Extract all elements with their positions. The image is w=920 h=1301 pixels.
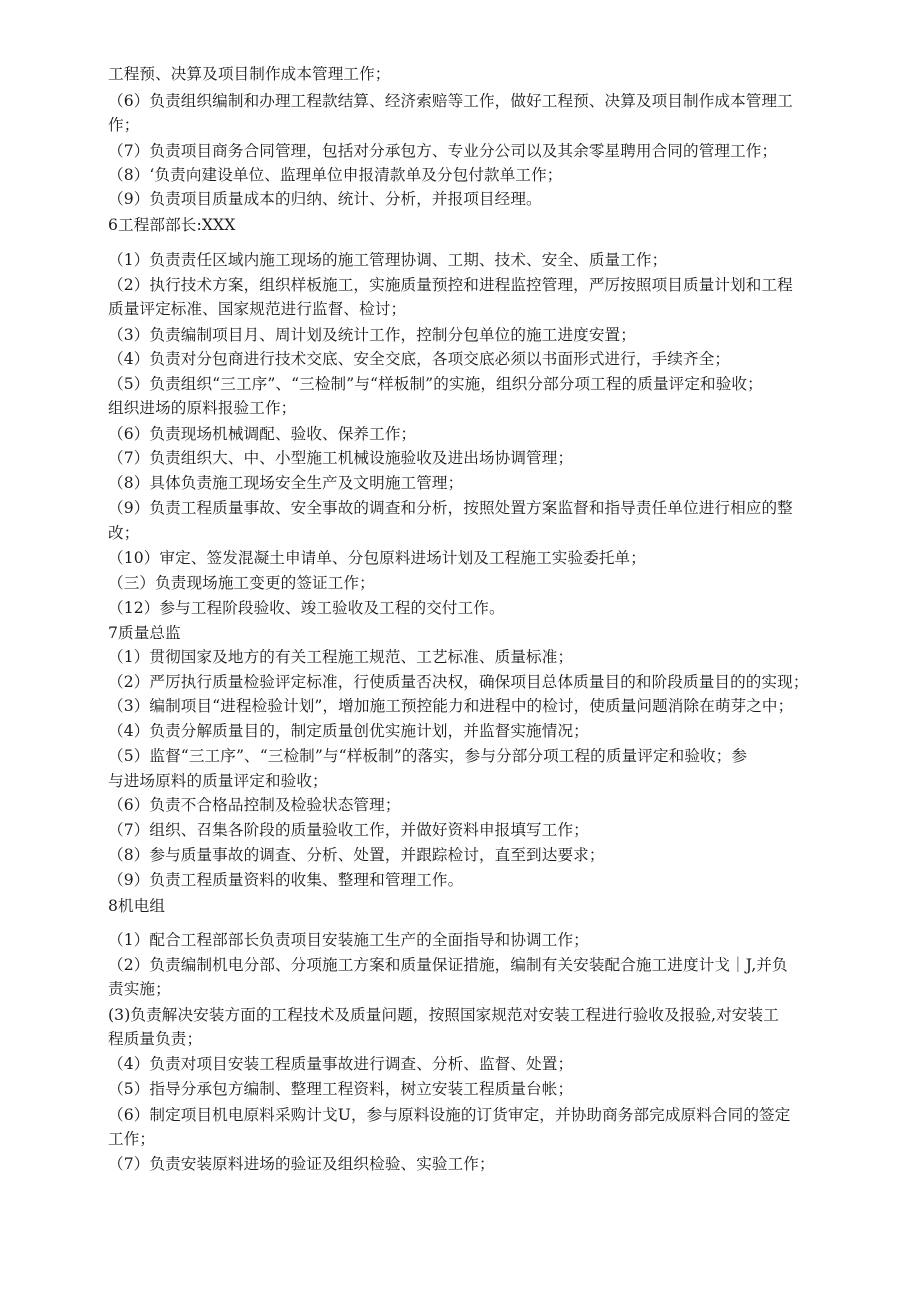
text-line: （12）参与工程阶段验收、竣工验收及工程的交付工作。 — [108, 599, 505, 617]
text-line: 工程预、决算及项目制作成本管理工作； — [108, 65, 391, 83]
text-line: 改； — [108, 524, 140, 542]
text-line: （1）贯彻国家及地方的有关工程施工规范、工艺标准、质量标准； — [108, 648, 574, 666]
text-line: （1）配合工程部部长负责项目安装施工生产的全面指导和协调工作； — [108, 931, 589, 949]
text-line: （5）负责组织“三工序”、“三检制”与“样板制”的实施，组织分部分项工程的质量评定和验收； — [108, 375, 763, 393]
text-line: （2）严厉执行质量检验评定标准，行使质量否决权，确保项目总体质量目的和阶段质量目的的实现； — [108, 673, 809, 691]
text-line: （4）负责对分包商进行技术交底、安全交底，各项交底必须以书面形式进行，手续齐全； — [108, 350, 731, 368]
text-line: （6）负责组织编制和办理工程款结算、经济索赔等工作，做好工程预、决算及项目制作成本管理工 — [108, 92, 793, 110]
text-line: 责实施； — [108, 980, 171, 998]
text-line: （9）负责工程质量事故、安全事故的调查和分析，按照处置方案监督和指导责任单位进行相应的整 — [108, 499, 793, 517]
text-line: （2）执行技术方案，组织样板施工，实施质量预控和进程监控管理，严厉按照项目质量计划和工程 — [108, 276, 793, 294]
text-line: （8）具体负责施工现场安全生产及文明施工管理； — [108, 474, 464, 492]
text-line: (3)负责解决安装方面的工程技术及质量问题，按照国家规范对安装工程进行验收及报验,对安装工 — [108, 1006, 779, 1024]
text-line: （4）负责对项目安装工程质量事故进行调查、分析、监督、处置； — [108, 1055, 574, 1073]
text-line: 作； — [108, 116, 140, 134]
text-line: （7）负责项目商务合同管理，包括对分承包方、专业分公司以及其余零星聘用合同的管理工作； — [108, 142, 778, 160]
text-line: （10）审定、签发混凝土申请单、分包原料进场计划及工程施工实验委托单； — [108, 549, 646, 567]
text-line: （8）参与质量事故的调查、分析、处置，并跟踪检讨，直至到达要求； — [108, 846, 605, 864]
text-line: （9）负责工程质量资料的收集、整理和管理工作。 — [108, 871, 464, 889]
text-line: （8）‘负责向建设单位、监理单位申报清款单及分包付款单工作； — [108, 166, 563, 184]
text-line: （7）负责安装原料进场的验证及组织检验、实验工作； — [108, 1155, 495, 1173]
text-line: （三）负责现场施工变更的签证工作； — [108, 574, 375, 592]
text-line: （7）负责组织大、中、小型施工机械设施验收及进出场协调管理； — [108, 449, 574, 467]
text-line: 程质量负责； — [108, 1030, 203, 1048]
text-line: （5）监督“三工序”、“三检制”与“样板制”的落实，参与分部分项工程的质量评定和验收；参 — [108, 747, 748, 765]
text-line: （4）负责分解质量目的，制定质量创优实施计划，并监督实施情况； — [108, 722, 589, 740]
section-heading-6: 6工程部部长:XXX — [108, 216, 236, 234]
text-line: （5）指导分承包方编制、整理工程资料，树立安装工程质量台帐； — [108, 1080, 574, 1098]
section-heading-7: 7质量总监 — [108, 624, 181, 642]
section-heading-8: 8机电组 — [108, 897, 166, 915]
text-line: 与进场原料的质量评定和验收； — [108, 772, 328, 790]
text-line: （6）负责现场机械调配、验收、保养工作； — [108, 425, 417, 443]
text-line: 组织进场的原料报验工作； — [108, 399, 297, 417]
text-line: （3）负责编制项目月、周计划及统计工作，控制分包单位的施工进度安置； — [108, 326, 636, 344]
text-line: （7）组织、召集各阶段的质量验收工作，并做好资料申报填写工作； — [108, 821, 589, 839]
text-line: （1）负责责任区域内施工现场的施工管理协调、工期、技术、安全、质量工作； — [108, 251, 668, 269]
text-line: （6）负责不合格品控制及检验状态管理； — [108, 796, 401, 814]
text-line: （9）负责项目质量成本的归纳、统计、分析，并报项目经理。 — [108, 190, 542, 208]
text-line: 质量评定标准、国家规范进行监督、检讨； — [108, 300, 407, 318]
text-line: （2）负责编制机电分部、分项施工方案和质量保证措施，编制有关安装配合施工进度计戈｜J,并负 — [108, 956, 788, 974]
text-line: （6）制定项目机电原料采购计戈U，参与原料设施的订货审定，并协助商务部完成原料合同的签定 — [108, 1106, 791, 1124]
text-line: 工作； — [108, 1130, 156, 1148]
text-line: （3）编制项目“进程检验计划”，增加施工预控能力和进程中的检讨，使质量问题消除在萌芽之中； — [108, 697, 794, 715]
